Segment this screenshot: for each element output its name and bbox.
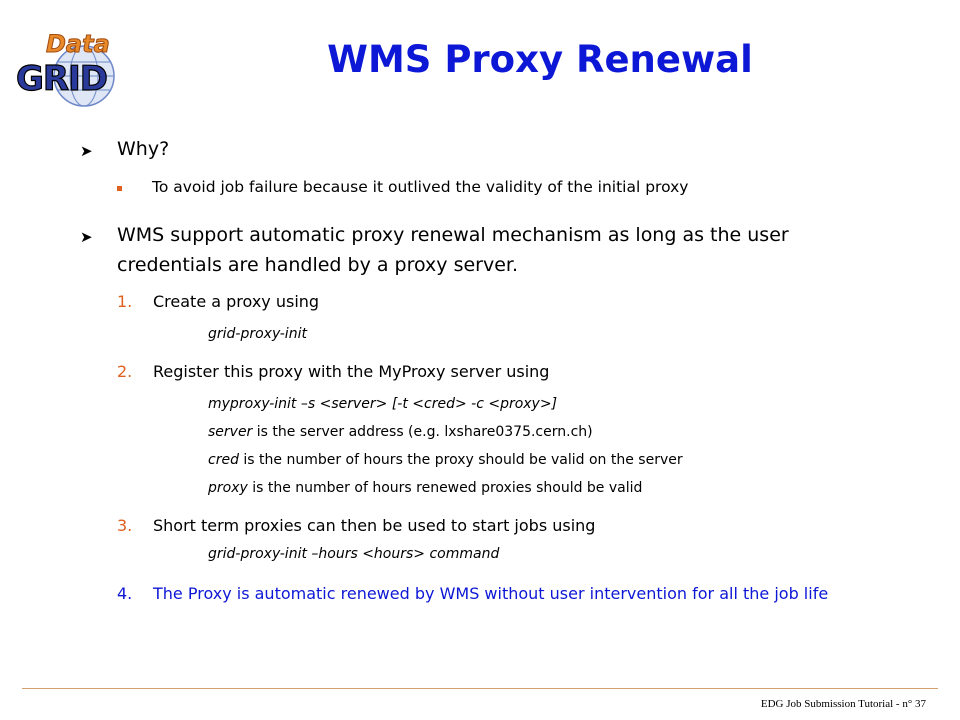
step-number: 3. xyxy=(117,516,133,535)
arrow-bullet-icon: ➤ xyxy=(80,142,93,160)
bullet-why: Why? xyxy=(117,138,170,160)
step-1-text: Create a proxy using xyxy=(153,292,320,311)
param-cred: cred is the number of hours the proxy should be valid on the server xyxy=(208,452,683,468)
step-2-text: Register this proxy with the MyProxy server using xyxy=(153,362,550,381)
param-proxy: proxy is the number of hours renewed proxies should be valid xyxy=(208,480,643,496)
square-bullet-icon xyxy=(117,186,122,191)
footer-divider xyxy=(22,688,938,689)
logo-word-top: Data xyxy=(46,30,110,58)
param-server: server is the server address (e.g. lxshare0375.cern.ch) xyxy=(208,424,593,440)
cmd-grid-proxy-init-hours: grid-proxy-init –hours <hours> command xyxy=(208,546,500,562)
cmd-myproxy-init: myproxy-init –s <server> [-t <cred> -c <proxy>] xyxy=(208,396,558,412)
step-number: 2. xyxy=(117,362,133,381)
bullet-mechanism: WMS support automatic proxy renewal mechanism as long as the user credentials are handled by a proxy server. xyxy=(117,224,789,276)
slide-title: WMS Proxy Renewal xyxy=(327,38,753,81)
step-4-text: The Proxy is automatic renewed by WMS without user intervention for all the job life xyxy=(153,584,829,603)
why-reason: To avoid job failure because it outlived the validity of the initial proxy xyxy=(152,178,689,196)
step-3-text: Short term proxies can then be used to start jobs using xyxy=(153,516,596,535)
step-number: 4. xyxy=(117,584,133,603)
step-number: 1. xyxy=(117,292,133,311)
footer-text: EDG Job Submission Tutorial - n° 37 xyxy=(760,698,926,710)
cmd-grid-proxy-init: grid-proxy-init xyxy=(208,326,307,342)
logo-word-bottom: GRID xyxy=(16,59,107,99)
datagrid-logo xyxy=(12,28,148,108)
arrow-bullet-icon: ➤ xyxy=(80,228,93,246)
